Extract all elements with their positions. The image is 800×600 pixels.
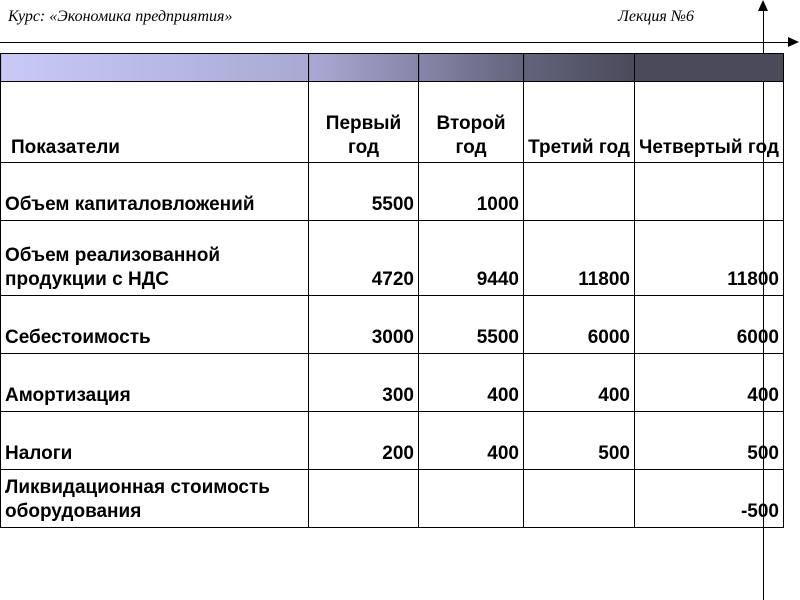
bar-cell	[635, 54, 784, 82]
table-cell: 5500	[419, 296, 524, 354]
table-cell: 11800	[524, 221, 635, 296]
table-cell	[635, 163, 784, 221]
table-cell: -500	[635, 470, 784, 528]
table-row	[1, 412, 784, 470]
table-cell: 3000	[309, 296, 419, 354]
table-cell: 1000	[419, 163, 524, 221]
row-label: Амортизация	[1, 354, 309, 412]
course-title: Курс: «Экономика предприятия»	[8, 8, 233, 25]
table-cell: 9440	[419, 221, 524, 296]
column-header: Показатели	[1, 82, 309, 163]
bar-cell	[419, 54, 524, 82]
table-cell	[524, 470, 635, 528]
table-row	[1, 354, 784, 412]
row-label: Объем капиталовложений	[1, 163, 309, 221]
vertical-arrow-icon	[758, 0, 768, 11]
table-cell: 500	[635, 412, 784, 470]
table-row	[1, 470, 784, 528]
table-row	[1, 296, 784, 354]
table-cell: 300	[309, 354, 419, 412]
indicators-table	[0, 53, 784, 528]
lecture-number: Лекция №6	[618, 8, 694, 25]
row-label: Объем реализованной продукции с НДС	[1, 221, 309, 296]
table-cell: 6000	[635, 296, 784, 354]
table-cell: 11800	[635, 221, 784, 296]
table-row	[1, 163, 784, 221]
table-cell: 4720	[309, 221, 419, 296]
column-header: Второй год	[419, 82, 524, 163]
horizontal-arrow-icon	[788, 37, 799, 47]
gradient-header-bar	[1, 54, 784, 82]
column-header: Первый год	[309, 82, 419, 163]
table-cell: 200	[309, 412, 419, 470]
table-cell: 500	[524, 412, 635, 470]
row-label: Себестоимость	[1, 296, 309, 354]
table-cell	[524, 163, 635, 221]
column-header: Четвертый год	[635, 82, 784, 163]
column-header: Третий год	[524, 82, 635, 163]
bar-cell	[309, 54, 419, 82]
bar-cell	[1, 54, 309, 82]
table-cell: 400	[419, 412, 524, 470]
table-cell: 400	[524, 354, 635, 412]
horizontal-axis-line	[0, 42, 788, 43]
table-cell: 400	[419, 354, 524, 412]
row-label: Ликвидационная стоимость оборудования	[1, 470, 309, 528]
table-cell: 400	[635, 354, 784, 412]
row-label: Налоги	[1, 412, 309, 470]
table-header-row	[1, 82, 784, 163]
table-cell: 5500	[309, 163, 419, 221]
table-cell	[309, 470, 419, 528]
table-cell: 6000	[524, 296, 635, 354]
bar-cell	[524, 54, 635, 82]
table-cell	[419, 470, 524, 528]
table-row	[1, 221, 784, 296]
